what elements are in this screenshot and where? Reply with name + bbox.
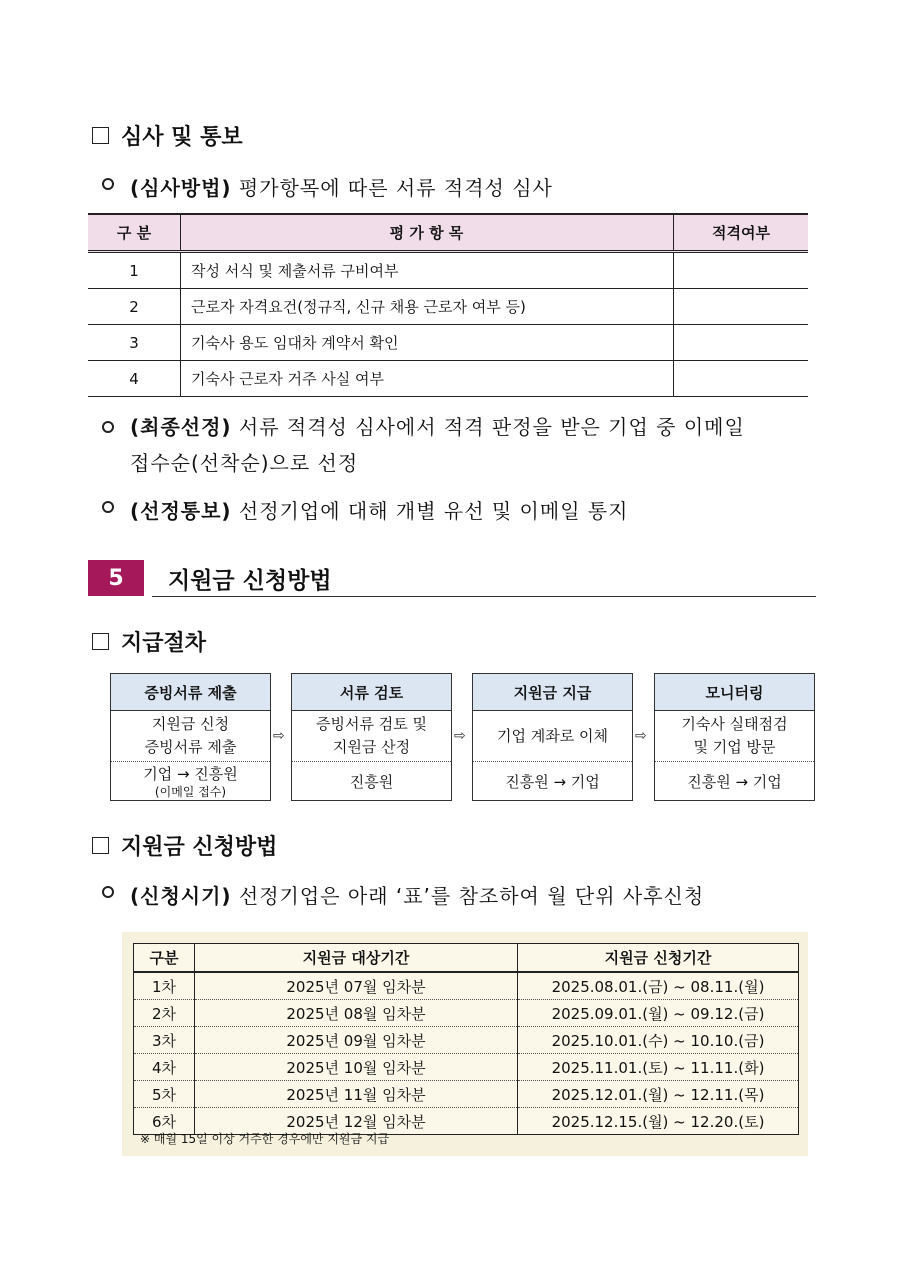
- arrow-right-icon: ⇨: [635, 728, 647, 744]
- schedule-table-header: [134, 944, 799, 973]
- apply-timing-label: (신청시기): [130, 884, 232, 908]
- eval-item: 근로자 자격요건(정규직, 신규 채용 근로자 여부 등): [181, 289, 674, 325]
- eval-result: [674, 289, 809, 325]
- circle-bullet-icon: [102, 886, 114, 898]
- schedule-round: 5차: [134, 1081, 195, 1108]
- schedule-round: 3차: [134, 1027, 195, 1054]
- review-notice-text: 선정기업에 대해 개별 유선 및 이메일 통지: [238, 499, 629, 523]
- step-title: 서류 검토: [292, 674, 451, 711]
- eval-no: 2: [88, 289, 181, 325]
- step-actor: 진흥원 → 기업: [505, 773, 600, 791]
- review-heading-text: 심사 및 통보: [121, 125, 243, 150]
- schedule-target: 2025년 07월 임차분: [195, 972, 518, 1000]
- procedure-step-submit: [110, 673, 271, 801]
- procedure-step-review: [291, 673, 452, 801]
- step-actor-note: (이메일 접수): [154, 785, 227, 799]
- schedule-target: 2025년 12월 임차분: [195, 1108, 518, 1135]
- schedule-round: 2차: [134, 1000, 195, 1027]
- circle-bullet-icon: [102, 178, 114, 190]
- circle-bullet-icon: [102, 501, 114, 513]
- step-title: 지원금 지급: [473, 674, 632, 711]
- step-title: 모니터링: [655, 674, 814, 711]
- schedule-note: ※ 매월 15일 이상 거주한 경우에만 지원금 지급: [140, 1132, 390, 1146]
- procedure-step-payment: [472, 673, 633, 801]
- schedule-round: 6차: [134, 1108, 195, 1135]
- schedule-round: 4차: [134, 1054, 195, 1081]
- eval-item: 기숙사 근로자 거주 사실 여부: [181, 361, 674, 397]
- eval-result: [674, 361, 809, 397]
- eval-result: [674, 325, 809, 361]
- review-heading: [92, 120, 243, 151]
- eval-item: 기숙사 용도 임대차 계약서 확인: [181, 325, 674, 361]
- table-row: [88, 289, 808, 325]
- evaluation-table: [88, 213, 808, 397]
- circle-bullet-icon: [102, 421, 114, 433]
- table-row: [134, 1000, 799, 1027]
- schedule-target: 2025년 09월 임차분: [195, 1027, 518, 1054]
- schedule-target: 2025년 10월 임차분: [195, 1054, 518, 1081]
- eval-no: 4: [88, 361, 181, 397]
- step-actor: 진흥원: [349, 773, 394, 791]
- review-method-bullet: [100, 172, 553, 201]
- section-divider: [152, 596, 816, 597]
- evaluation-table-header: [88, 214, 808, 252]
- table-row: [88, 252, 808, 289]
- eval-header-item: 평 가 항 목: [181, 214, 674, 252]
- schedule-table: [133, 943, 799, 1135]
- schedule-round: 1차: [134, 972, 195, 1000]
- step-desc-line2: 지원금 산정: [332, 738, 411, 756]
- step-desc-line1: 지원금 신청: [151, 715, 230, 733]
- procedure-step-monitoring: [654, 673, 815, 801]
- schedule-period: 2025.12.01.(월) ~ 12.11.(목): [518, 1081, 799, 1108]
- section-title: 지원금 신청방법: [168, 568, 332, 594]
- apply-timing-text: 선정기업은 아래 ‘표’를 참조하여 월 단위 사후신청: [238, 884, 705, 908]
- schedule-target: 2025년 11월 임차분: [195, 1081, 518, 1108]
- checkbox-square-icon: [92, 837, 109, 854]
- review-final-label: (최종선정): [130, 415, 232, 439]
- eval-header-no: 구 분: [88, 214, 181, 252]
- review-method-label: (심사방법): [130, 176, 232, 200]
- eval-result: [674, 252, 809, 289]
- review-notice-bullet: [100, 495, 629, 524]
- review-final-text-1: 서류 적격성 심사에서 적격 판정을 받은 기업 중 이메일: [238, 415, 745, 439]
- table-row: [134, 1081, 799, 1108]
- step-desc-line1: 기업 계좌로 이체: [497, 726, 608, 745]
- step-desc-line1: 증빙서류 검토 및: [316, 715, 427, 733]
- arrow-right-icon: ⇨: [454, 728, 466, 744]
- table-row: [134, 1054, 799, 1081]
- step-title: 증빙서류 제출: [111, 674, 270, 711]
- step-desc-line2: 증빙서류 제출: [144, 738, 237, 756]
- step-actor: 진흥원 → 기업: [687, 773, 782, 791]
- checkbox-square-icon: [92, 127, 109, 144]
- schedule-header-target: 지원금 대상기간: [195, 944, 518, 973]
- schedule-header-period: 지원금 신청기간: [518, 944, 799, 973]
- step-desc-line2: 및 기업 방문: [693, 738, 776, 756]
- step-desc-line1: 기숙사 실태점검: [681, 715, 788, 733]
- section-number-badge: 5: [88, 560, 144, 596]
- review-final-text-2: 접수순(선착순)으로 선정: [130, 451, 359, 475]
- schedule-period: 2025.12.15.(월) ~ 12.20.(토): [518, 1108, 799, 1135]
- table-row: [88, 325, 808, 361]
- review-notice-label: (선정통보): [130, 499, 232, 523]
- apply-heading: [92, 830, 277, 861]
- eval-header-result: 적격여부: [674, 214, 809, 252]
- apply-heading-text: 지원금 신청방법: [121, 835, 278, 860]
- eval-no: 1: [88, 252, 181, 289]
- review-method-text: 평가항목에 따른 서류 적격성 심사: [238, 176, 553, 200]
- checkbox-square-icon: [92, 633, 109, 650]
- step-actor: 기업 → 진흥원: [143, 765, 238, 783]
- procedure-heading-text: 지급절차: [121, 631, 207, 656]
- table-row: [88, 361, 808, 397]
- table-row: [134, 972, 799, 1000]
- schedule-target: 2025년 08월 임차분: [195, 1000, 518, 1027]
- procedure-heading: [92, 626, 206, 657]
- arrow-right-icon: ⇨: [273, 728, 285, 744]
- review-final-bullet: [100, 409, 820, 481]
- eval-item: 작성 서식 및 제출서류 구비여부: [181, 252, 674, 289]
- apply-timing-bullet: [100, 880, 704, 909]
- schedule-header-round: 구분: [134, 944, 195, 973]
- schedule-period: 2025.09.01.(월) ~ 09.12.(금): [518, 1000, 799, 1027]
- table-row: [134, 1027, 799, 1054]
- schedule-period: 2025.11.01.(토) ~ 11.11.(화): [518, 1054, 799, 1081]
- eval-no: 3: [88, 325, 181, 361]
- schedule-period: 2025.08.01.(금) ~ 08.11.(월): [518, 972, 799, 1000]
- schedule-period: 2025.10.01.(수) ~ 10.10.(금): [518, 1027, 799, 1054]
